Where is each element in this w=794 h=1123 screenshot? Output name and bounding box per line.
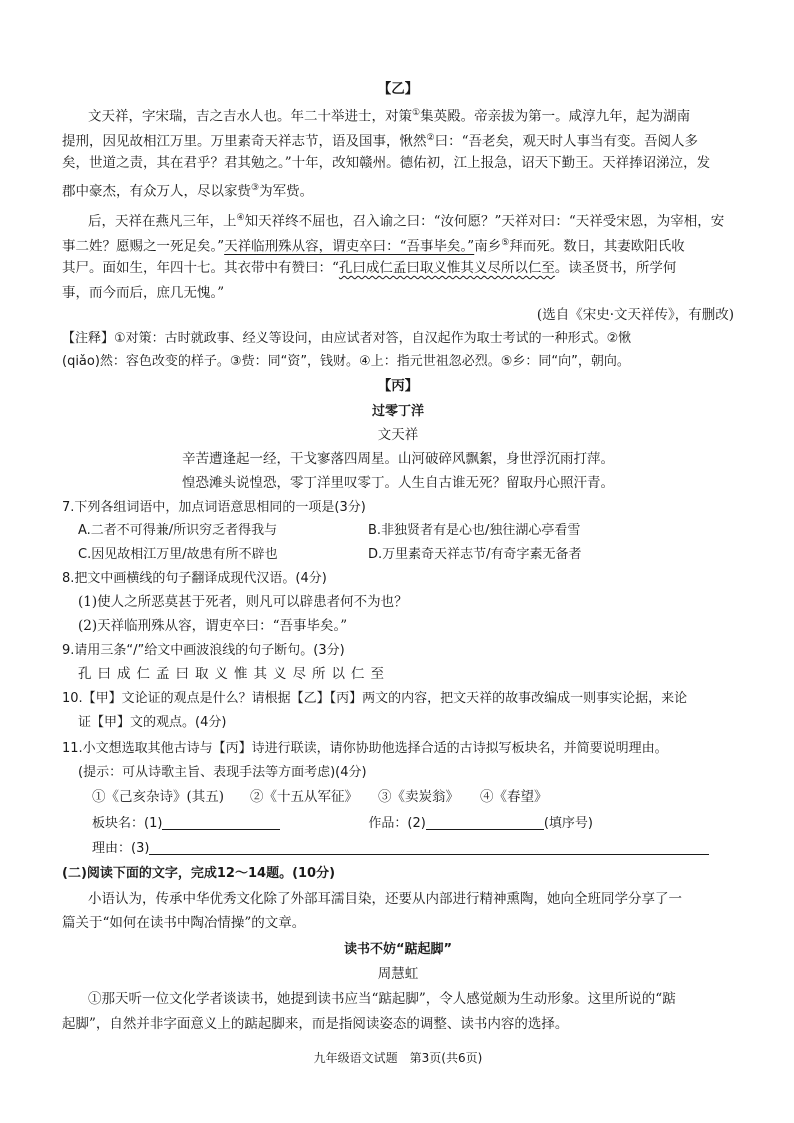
yi-line-6: 事二姓？愿赐之一死足矣。”天祥临刑殊从容，谓吏卒曰：“吾事毕矣。”南乡⑤拜而死。数日，其妻欧阳氏收 — [62, 238, 685, 255]
work-label: 作品：(2) — [368, 816, 426, 831]
question-8-sentence-1: (1)使人之所恶莫甚于死者，则凡可以辟患者何不为也？ — [78, 594, 408, 610]
option-c: C.因见故相江万里/故患有所不辟也 — [78, 547, 278, 562]
question-7-row-1 — [78, 518, 734, 543]
reason-blank[interactable] — [149, 838, 709, 855]
yi-line-3: 矣，世道之责，其在君乎？君其勉之。”十年，改知赣州。德佑初，江上报急，诏天下勤王。天祥捧诏涕泣，发 — [62, 155, 711, 171]
poem-line-2: 惶恐滩头说惶恐，零丁洋里叹零丁。人生自古谁无死？留取丹心照汗青。 — [182, 475, 614, 491]
yi-line-2: 提刑，因见故相江万里。万里素奇天祥志节，语及国事，愀然②曰：“吾老矣，观天时人事当有变。吾阅人多 — [62, 133, 698, 150]
yi-line-7: 其尸。面如生，年四十七。其衣带中有赞曰：“孔曰成仁孟曰取义惟其义尽所以仁至。读圣贤书，所学何 — [62, 260, 677, 276]
poem-line-1: 辛苦遭逢起一经，干戈寥落四周星。山河破碎风飘絮，身世浮沉雨打萍。 — [182, 451, 614, 467]
work-blank[interactable] — [426, 813, 544, 830]
poem-option-4: ④《春望》 — [480, 789, 548, 805]
option-b: B.非独贤者有是心也/独往湖心亭看雪 — [368, 523, 581, 538]
poem-option-1: ①《己亥杂诗》(其五) — [92, 789, 225, 805]
question-11-reason-row — [92, 836, 734, 861]
article-paragraph-1-line-2: 起脚”，自然并非字面意义上的踮起脚来，而是指阅读姿态的调整、读书内容的选择。 — [62, 1016, 569, 1032]
question-11-line-2: (提示：可从诗歌主旨、表现手法等方面考虑)(4分) — [78, 765, 367, 780]
poem-option-3: ③《卖炭翁》 — [378, 789, 459, 805]
question-9-stem: 9.请用三条“/”给文中画波浪线的句子断句。(3分) — [62, 643, 345, 658]
poem-author: 文天祥 — [377, 427, 419, 443]
reason-label: 理由：(3) — [92, 841, 150, 856]
question-11-line-1: 11.小文想选取其他古诗与【丙】诗进行联读，请你协助他选择合适的古诗拟写板块名，并简要说明理由。 — [62, 741, 668, 756]
fill-hint: (填序号) — [543, 816, 593, 831]
question-11-options — [92, 785, 734, 810]
section-heading-bing: 【丙】 — [377, 378, 419, 394]
board-name-label: 板块名：(1) — [92, 816, 163, 831]
wavy-sentence: 孔曰成仁孟曰取义惟其义尽所以仁至 — [338, 260, 555, 276]
question-11-answer-row — [92, 811, 734, 836]
section-two-intro-1: 小语认为，传承中华优秀文化除了外部耳濡目染，还要从内部进行精神熏陶，她向全班同学分享了一 — [88, 891, 682, 907]
question-10-line-1: 10.【甲】文论证的观点是什么？请根据【乙】【丙】两文的内容，把文天祥的故事改编成一则事实论据，来论 — [62, 691, 688, 706]
section-heading-yi: 【乙】 — [377, 81, 419, 97]
section-two-heading: (二)阅读下面的文字，完成12～14题。(10分) — [62, 866, 336, 881]
article-author: 周慧虹 — [377, 966, 419, 982]
article-paragraph-1-line-1: ①那天听一位文化学者谈读书，她提到读书应当“踮起脚”，令人感觉颇为生动形象。这里所说的“踮 — [88, 991, 676, 1007]
yi-line-8: 事，而今而后，庶几无愧。” — [62, 285, 225, 301]
annotation-line-2: (qiǎo)然：容色改变的样子。③赀：同“资”，钱财。④上：指元世祖忽必烈。⑤乡：同“向”，朝向。 — [62, 354, 630, 369]
board-name-blank[interactable] — [162, 813, 280, 830]
article-title: 读书不妨“踮起脚” — [343, 942, 453, 957]
underlined-sentence: 天祥临刑殊从容，谓吏卒曰：“吾事毕矣。” — [224, 238, 475, 255]
page-footer: 九年级语文试题 第3页(共6页) — [313, 1051, 483, 1065]
poem-option-2: ②《十五从军征》 — [250, 789, 358, 805]
source-note: (选自《宋史·文天祥传》，有删改) — [536, 307, 734, 323]
question-10-line-2: 证【甲】文的观点。(4分) — [78, 715, 227, 730]
option-a: A.二者不可得兼/所识穷乏者得我与 — [78, 523, 278, 538]
annotation-line-1: 【注释】①对策：古时就政事、经义等设问，由应试者对答，自汉起作为取士考试的一种形式。②愀 — [62, 331, 632, 346]
question-9-sentence: 孔曰成仁孟曰取义惟其义尽所以仁至 — [78, 666, 390, 682]
question-7-stem: 7.下列各组词语中，加点词语意思相同的一项是(3分) — [62, 500, 366, 515]
yi-line-5: 后，天祥在燕凡三年，上④知天祥终不屈也，召入谕之曰：“汝何愿？”天祥对曰：“天祥受宋恩，为宰相，安 — [88, 213, 725, 230]
yi-line-4: 郡中豪杰，有众万人，尽以家赀③为军赀。 — [62, 183, 314, 200]
question-7-row-2 — [78, 542, 734, 567]
yi-line-1: 文天祥，字宋瑞，吉之吉水人也。年二十举进士，对策①集英殿。帝亲拔为第一。咸淳九年，起为湖南 — [88, 108, 691, 125]
option-d: D.万里素奇天祥志节/有奇字素无备者 — [368, 547, 582, 562]
section-two-intro-2: 篇关于“如何在读书中陶冶情操”的文章。 — [62, 915, 306, 931]
question-8-sentence-2: (2)天祥临刑殊从容，谓吏卒曰：“吾事毕矣。” — [78, 618, 348, 634]
question-8-stem: 8.把文中画横线的句子翻译成现代汉语。(4分) — [62, 571, 327, 586]
poem-title: 过零丁洋 — [371, 404, 424, 419]
